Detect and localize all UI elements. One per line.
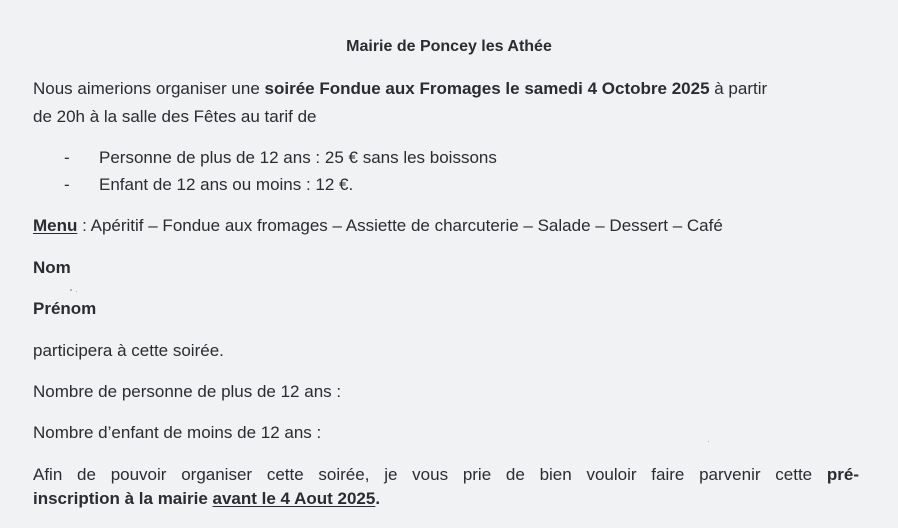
document-title: Mairie de Poncey les Athée	[346, 38, 552, 55]
adults-count-label: Nombre de personne de plus de 12 ans :	[33, 382, 342, 401]
intro-text-end: à partir	[709, 79, 768, 98]
bullet-dash: -	[64, 175, 70, 194]
intro-text: Nous aimerions organiser une	[33, 79, 265, 98]
closing-line-2	[33, 488, 380, 510]
menu-label: Menu	[33, 216, 78, 235]
tarif-child: Enfant de 12 ans ou moins : 12 €.	[99, 175, 354, 194]
intro-line-1	[33, 78, 767, 100]
event-name: soirée Fondue aux Fromages le samedi 4 Octobre 2025	[264, 79, 710, 98]
paper-speck	[708, 441, 709, 442]
menu-line	[33, 215, 723, 237]
closing-bold: inscription à la mairie	[33, 489, 213, 508]
bullet-dash: -	[64, 148, 70, 167]
tarif-adult: Personne de plus de 12 ans : 25 € sans les boissons	[99, 148, 497, 167]
menu-items: : Apéritif – Fondue aux fromages – Assiette de charcuterie – Salade – Dessert – Café	[77, 216, 723, 235]
nom-label: Nom	[33, 258, 71, 277]
participation-text: participera à cette soirée.	[33, 341, 224, 360]
closing-bold-start: pré-	[826, 465, 859, 484]
paper-speck	[70, 289, 72, 291]
intro-line-2: de 20h à la salle des Fêtes au tarif de	[33, 107, 317, 126]
deadline: avant le 4 Aout 2025	[212, 489, 376, 508]
closing-period: .	[375, 489, 381, 508]
children-count-label: Nombre d’enfant de moins de 12 ans :	[33, 423, 322, 442]
paper-speck	[76, 291, 77, 292]
prenom-label: Prénom	[33, 299, 97, 318]
closing-text: Afin de pouvoir organiser cette soirée, je vous prie de bien vouloir faire parvenir cette	[33, 465, 827, 484]
closing-line-1	[33, 464, 859, 486]
